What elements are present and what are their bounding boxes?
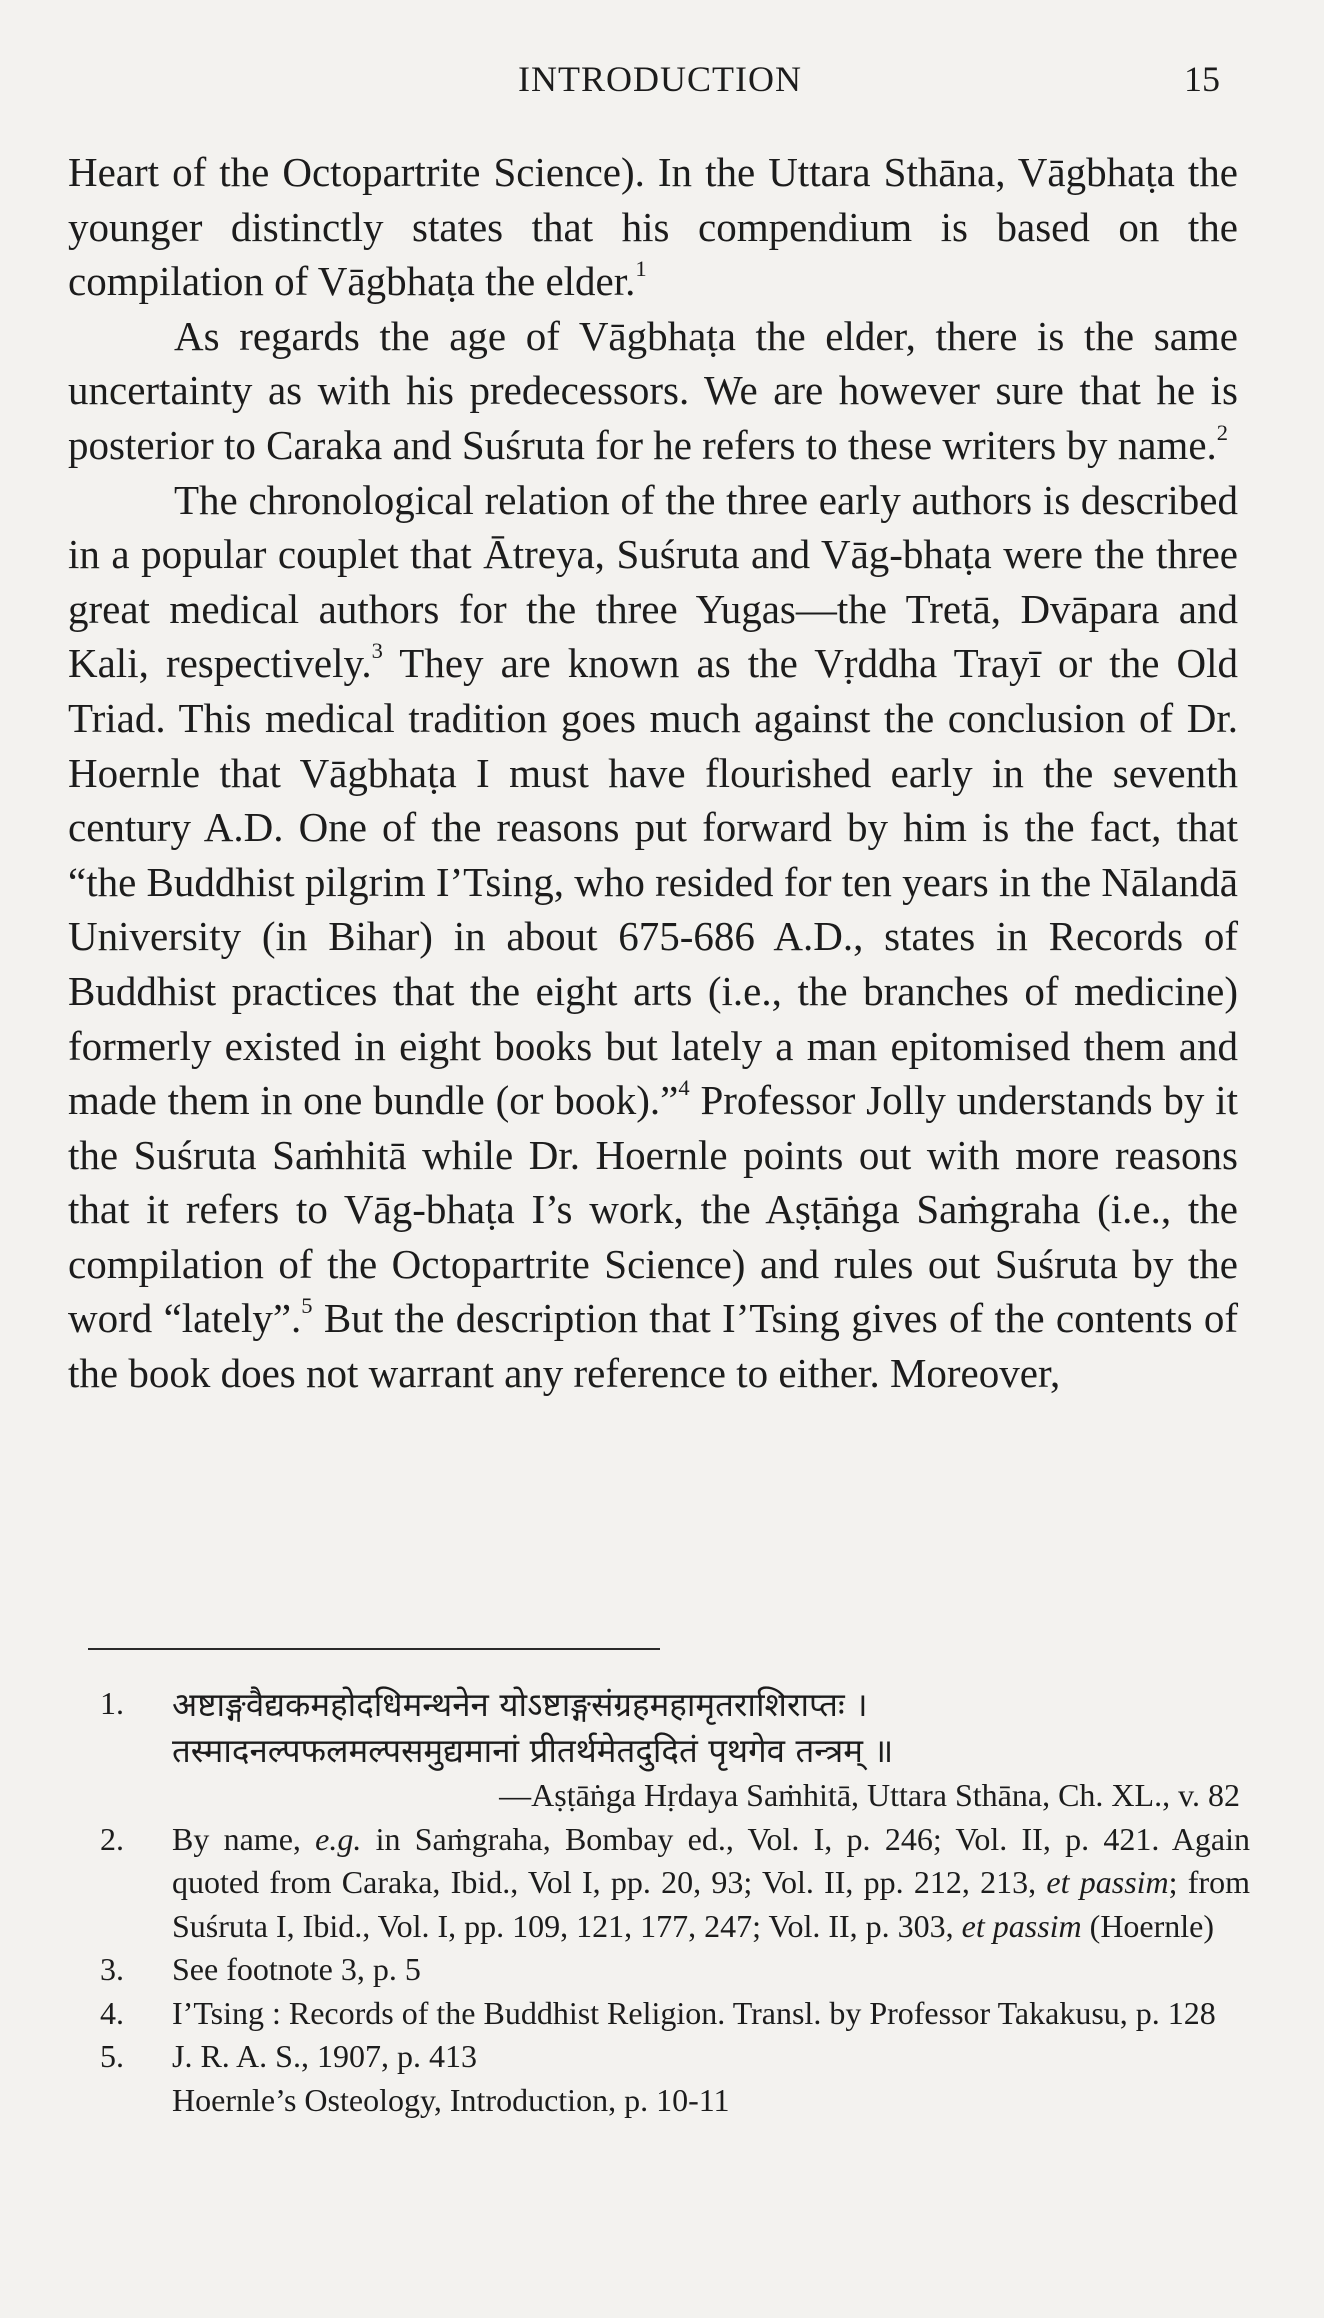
footnote-2-italic: et passim xyxy=(1046,1864,1169,1900)
footnote-ref-3: 3 xyxy=(371,638,383,664)
paragraph-3-text-c: Professor Jolly understands by it the Suśruta Saṁhitā while Dr. Hoernle points out with more reasons that it refers to Vāg-bhaṭa I’s work, the Aṣṭāṅga Saṁgraha (i.e., the compilation of the Octopartrite Science) and rules out Suśruta by the word “lately”. xyxy=(68,1077,1238,1342)
paragraph-3-text-a: The chronological relation of the three early authors is described in a popular couplet that Ātreya, Suśruta and Vāg-bhaṭa were the three great medical authors for the three Yugas—the Tretā, Dvāpara and Kali, respectively. xyxy=(68,476,1238,687)
footnote-5-line-2: Hoernle’s Osteology, Introduction, p. 10-11 xyxy=(172,2081,730,2118)
sanskrit-verse-line-1: अष्टाङ्गवैद्यकमहोदधिमन्थनेन योऽष्टाङ्गसंग्रहमहामृतराशिराप्तः । xyxy=(172,1685,868,1724)
footnote-2-part: By name, xyxy=(172,1820,316,1857)
footnote-ref-2: 2 xyxy=(1216,419,1229,445)
footnote-5 xyxy=(100,2035,1250,2122)
sanskrit-verse-line-2: तस्मादनल्पफलमल्पसमुद्यमानां प्रीतर्थमेतदुदितं पृथगेव तन्त्रम् ॥ xyxy=(172,1731,894,1770)
footnote-2-italic: e.g. xyxy=(315,1820,362,1857)
footnote-number: 2. xyxy=(100,1820,124,1857)
paragraph-2 xyxy=(68,309,1238,473)
footnotes xyxy=(100,1682,1250,2122)
footnote-number: 5. xyxy=(100,2038,124,2074)
footnote-3-text: See footnote 3, p. 5 xyxy=(172,1951,421,1987)
footnote-number: 3. xyxy=(100,1951,124,1987)
footnote-number: 1. xyxy=(100,1685,124,1721)
paragraph-2-text: As regards the age of Vāgbhaṭa the elder, there is the same uncertainty as with his predecessors. We are however sure that he is posterior to Caraka and Suśruta for he refers to these writers by name. xyxy=(68,312,1238,468)
paragraph-1 xyxy=(68,145,1238,309)
footnote-2-part: in Saṁgraha, Bombay ed., Vol. I, p. 246; Vol. II, p. 421. Again quoted from Caraka, Ibid., Vol I, pp. 20, 93; Vol. II, pp. 212, 213, xyxy=(172,1820,1251,1900)
running-title: INTRODUCTION xyxy=(518,59,802,99)
verse-source: —Aṣṭāṅga Hṛdaya Saṁhitā, Uttara Sthāna, Ch. XL., v. 82 xyxy=(499,1777,1240,1813)
footnote-ref-1: 1 xyxy=(635,256,647,282)
running-head xyxy=(70,58,1250,102)
paragraph-3-text-b: They are known as the Vṛddha Trayī or the Old Triad. This medical tradition goes much against the conclusion of Dr. Hoernle that Vāgbhaṭa I must have flourished early in the seventh century A.D. One of the reasons put forward by him is the fact, that “the Buddhist pilgrim I’Tsing, who resided for ten years in the Nālandā University (in Bihar) in about 675-686 A.D., states in Records of Buddhist practices that the eight arts (i.e., the branches of medicine) formerly existed in eight books but lately a man epitomised them and made them in one bundle (or book).” xyxy=(68,640,1239,1124)
footnote-2-italic: et passim xyxy=(961,1907,1082,1944)
body-text xyxy=(68,145,1238,1401)
footnote-ref-5: 5 xyxy=(301,1293,313,1319)
footnote-1 xyxy=(100,1682,1250,1818)
footnote-divider xyxy=(88,1648,660,1650)
page-number: 15 xyxy=(1184,59,1220,99)
paragraph-3 xyxy=(68,473,1238,1401)
footnote-3 xyxy=(100,1948,1250,1992)
paragraph-1-text: Heart of the Octopartrite Science). In the Uttara Sthāna, Vāgbhaṭa the younger distinctly states that his compendium is based on the compilation of Vāgbhaṭa the elder. xyxy=(68,149,1238,305)
footnote-2 xyxy=(100,1818,1250,1949)
footnote-4-text: I’Tsing : Records of the Buddhist Religion. Transl. by Professor Takakusu, p. 128 xyxy=(172,1994,1216,2031)
footnote-2-text xyxy=(172,1818,1250,1949)
footnote-number: 4. xyxy=(100,1994,124,2031)
footnote-5-line-1: J. R. A. S., 1907, p. 413 xyxy=(172,2038,477,2074)
paragraph-3-text-d: But the description that I’Tsing gives of the contents of the book does not warrant any reference to either. Moreover, xyxy=(68,1295,1238,1397)
footnote-2-part: ; from Suśruta I, Ibid., Vol. I, pp. 109, 121, 177, 247; Vol. II, p. 303, xyxy=(172,1864,1250,1944)
footnote-ref-4: 4 xyxy=(678,1074,690,1100)
footnote-4 xyxy=(100,1992,1250,2036)
footnote-2-part: (Hoernle) xyxy=(1081,1907,1215,1944)
